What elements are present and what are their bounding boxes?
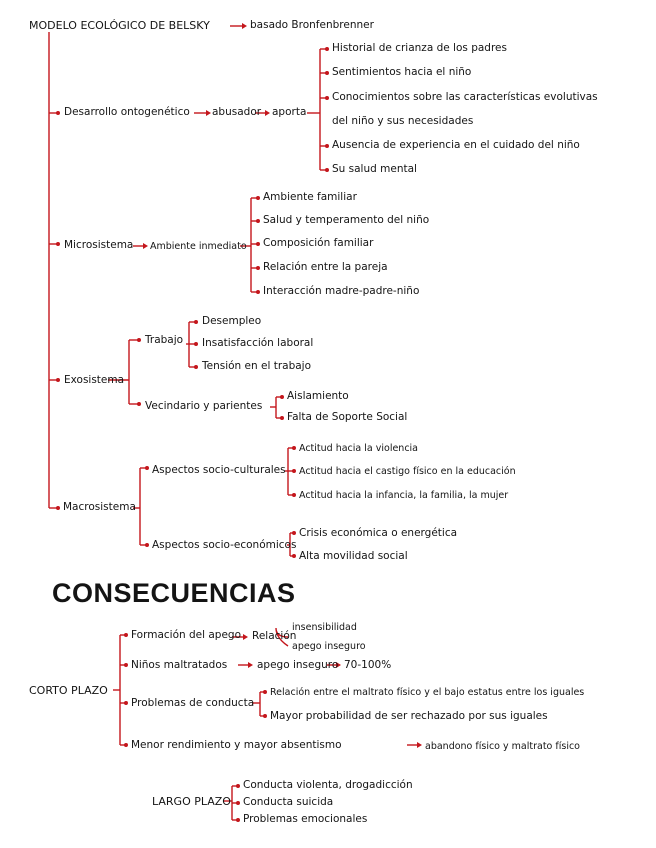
socio-economic-label: Aspectos socio-económicos <box>152 539 297 551</box>
insecure-attachment-label: apego inseguro <box>257 659 339 671</box>
long-term-item: Conducta suicida <box>243 796 334 808</box>
neighborhood-item: Falta de Soporte Social <box>287 411 408 423</box>
long-term-label: LARGO PLAZO <box>152 795 231 808</box>
short-term-label: CORTO PLAZO <box>29 684 108 697</box>
abuser-label: abusador <box>212 106 262 118</box>
long-term-item: Conducta violenta, drogadicción <box>243 779 413 791</box>
percent-label: 70-100% <box>344 659 392 671</box>
relation-item: apego inseguro <box>292 641 366 652</box>
conduct-item: Relación entre el maltrato físico y el bajo estatus entre los iguales <box>270 687 585 698</box>
ontogenetic-item: Historial de crianza de los padres <box>332 42 507 54</box>
performance-label: Menor rendimiento y mayor absentismo <box>131 739 342 751</box>
socio-cultural-item: Actitud hacia el castigo físico en la educación <box>299 466 516 477</box>
abused-children-label: Niños maltratados <box>131 659 228 671</box>
work-label: Trabajo <box>145 334 184 346</box>
micro-sub: Ambiente inmediato <box>150 241 247 252</box>
conduct-label: Problemas de conducta <box>131 697 255 709</box>
model-based-on: basado Bronfenbrenner <box>250 19 374 31</box>
neighborhood-label: Vecindario y parientes <box>145 400 263 412</box>
socio-cultural-label: Aspectos socio-culturales <box>152 464 286 476</box>
socio-economic-item: Alta movilidad social <box>299 550 408 562</box>
micro-item: Salud y temperamento del niño <box>263 214 430 226</box>
ontogenetic-item: Ausencia de experiencia en el cuidado del niño <box>332 139 580 151</box>
long-term-item: Problemas emocionales <box>243 813 368 825</box>
abandonment-label: abandono físico y maltrato físico <box>425 741 580 752</box>
model-title: MODELO ECOLÓGICO DE BELSKY <box>29 19 210 32</box>
ontogenetic-item: Sentimientos hacia el niño <box>332 66 472 78</box>
consequences-title: CONSECUENCIAS <box>52 578 296 608</box>
micro-label: Microsistema <box>64 239 134 251</box>
socio-economic-item: Crisis económica o energética <box>299 527 458 539</box>
relation-item: insensibilidad <box>292 622 357 633</box>
micro-item: Interacción madre-padre-niño <box>263 285 420 297</box>
micro-item: Composición familiar <box>263 237 374 249</box>
ontogenetic-item: Su salud mental <box>332 163 417 175</box>
micro-item: Relación entre la pareja <box>263 261 388 273</box>
ontogenetic-label: Desarrollo ontogenético <box>64 106 190 118</box>
exo-label: Exosistema <box>64 374 125 386</box>
socio-cultural-item: Actitud hacia la violencia <box>299 443 419 454</box>
socio-cultural-item: Actitud hacia la infancia, la familia, la mujer <box>299 490 509 501</box>
brings-label: aporta <box>272 106 307 118</box>
neighborhood-item: Aislamiento <box>287 390 349 402</box>
relation-label: Relación <box>252 630 297 642</box>
ontogenetic-item: del niño y sus necesidades <box>332 115 474 127</box>
attachment-label: Formación del apego <box>131 629 242 641</box>
work-item: Tensión en el trabajo <box>202 360 312 372</box>
conduct-item: Mayor probabilidad de ser rechazado por sus iguales <box>270 710 548 722</box>
micro-item: Ambiente familiar <box>263 191 357 203</box>
macro-label: Macrosistema <box>63 501 136 513</box>
work-item: Insatisfacción laboral <box>202 337 314 349</box>
work-item: Desempleo <box>202 315 262 327</box>
ontogenetic-item: Conocimientos sobre las características evolutivas <box>332 91 598 103</box>
